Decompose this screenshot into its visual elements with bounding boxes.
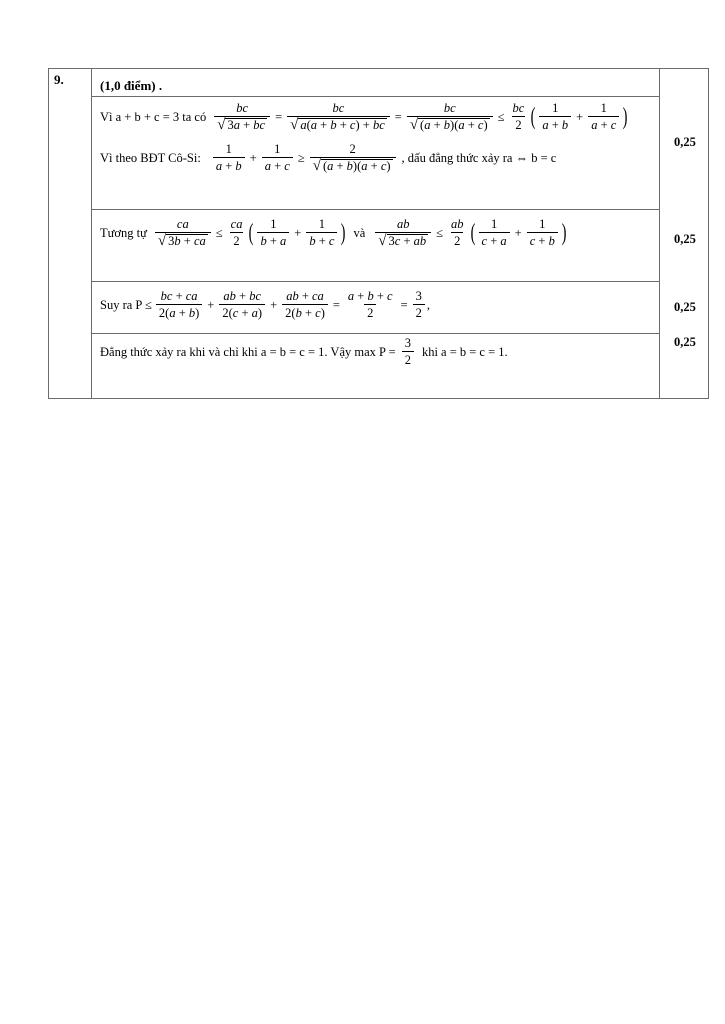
math-fraction: $\frac{1}{a + c}$ (262, 143, 293, 173)
math-fraction: $\frac{ab + ca}{2(b + c)}$ (282, 290, 328, 320)
step-4-text: Đẳng thức xảy ra khi và chỉ khi a = b = c = 1. Vậy max P = (100, 344, 396, 359)
step-2-line: Tương tự ca √ 3b + ca ≤ $\frac{ca}{2}$ ( $\frac{1}{b + a}$ + $\frac{1}{b + c}$ ) và ab √ 3c + ab ≤ $\frac{ab}{2}$ ( $\frac{1}{c + a}$ + $\frac{1}{c + b}$ ) (100, 217, 567, 249)
math-fraction: bc √ a(a + b + c) + bc (287, 102, 390, 132)
math-fraction: $\frac{ab + bc}{2(c + a)}$ (219, 290, 265, 320)
math-fraction: $\frac{1}{c + a}$ (479, 218, 510, 248)
math-fraction: $\frac{ab}{2}$ (451, 217, 464, 248)
score-value: 0,25 (674, 335, 696, 349)
step-1-text: , dấu đẳng thức xảy ra ⇔ b = c (401, 150, 557, 165)
question-points: (1,0 điểm) . (100, 78, 163, 93)
math-fraction: bc √ 3a + bc (214, 102, 270, 132)
step-2-text: và (353, 225, 366, 240)
step-4-text: khi a = b = c = 1. (421, 344, 508, 359)
math-fraction: $\frac{a + b + c}{2}$ (347, 289, 393, 320)
step-1-text: Vì a + b + c = 3 ta có (100, 109, 207, 124)
row-divider (91, 96, 659, 97)
math-fraction: ab √ 3c + ab (375, 218, 431, 248)
step-3-line: Suy ra P ≤ $\frac{bc + ca}{2(a + b)}$ + $\frac{ab + bc}{2(c + a)}$ + $\frac{ab + ca}{2(b + c)}$ = $\frac{a + b + c}{2}$ = $\frac{3}{2}$ , (100, 289, 431, 320)
step-2-text: Tương tự (100, 225, 147, 240)
math-fraction: $\frac{3}{2}$ (402, 337, 414, 367)
math-fraction: bc √ (a + b)(a + c) (407, 102, 493, 132)
score-value: 0,25 (674, 300, 696, 314)
math-fraction: $\frac{3}{2}$ (413, 290, 425, 320)
question-number: 9. (54, 72, 64, 87)
step-1-line-1: Vì a + b + c = 3 ta có bc √ 3a + bc = bc √ a(a + b + c) + bc = bc √ (a + b)(a + c) ≤ $\frac{bc}{2}$ ( $\frac{1}{a + b}$ + $\frac{1}{a + c}$ ) (100, 101, 628, 133)
math-fraction: $\frac{1}{a + b}$ (213, 143, 245, 173)
step-1-text: Vì theo BĐT Cô-Si: (100, 150, 201, 165)
math-fraction: $\frac{ca}{2}$ (230, 217, 243, 248)
row-divider (91, 209, 659, 210)
step-3-text: Suy ra P ≤ (100, 297, 152, 312)
math-fraction: $\frac{1}{c + b}$ (527, 218, 558, 248)
score-value: 0,25 (674, 232, 696, 246)
math-fraction: $\frac{1}{a + b}$ (539, 102, 571, 132)
row-divider (91, 333, 659, 334)
math-fraction: $\frac{1}{b + c}$ (306, 218, 337, 248)
row-divider (91, 281, 659, 282)
math-fraction: $\frac{bc}{2}$ (512, 101, 525, 132)
math-fraction: $\frac{bc + ca}{2(a + b)}$ (156, 290, 202, 320)
math-fraction: $\frac{1}{a + c}$ (588, 102, 619, 132)
score-value: 0,25 (674, 135, 696, 149)
answer-table (48, 68, 709, 399)
math-fraction: $\frac{1}{b + a}$ (257, 218, 289, 248)
math-fraction: ca √ 3b + ca (155, 218, 211, 248)
math-fraction: 2 √ (a + b)(a + c) (310, 143, 396, 173)
step-1-line-2: Vì theo BĐT Cô-Si: $\frac{1}{a + b}$ + $\frac{1}{a + c}$ ≥ 2 √ (a + b)(a + c) , dấu đẳng thức xảy ra ⇔ b = c (100, 142, 557, 174)
table-column-divider (91, 69, 92, 398)
table-column-divider (659, 69, 660, 398)
step-4-line (100, 337, 508, 367)
